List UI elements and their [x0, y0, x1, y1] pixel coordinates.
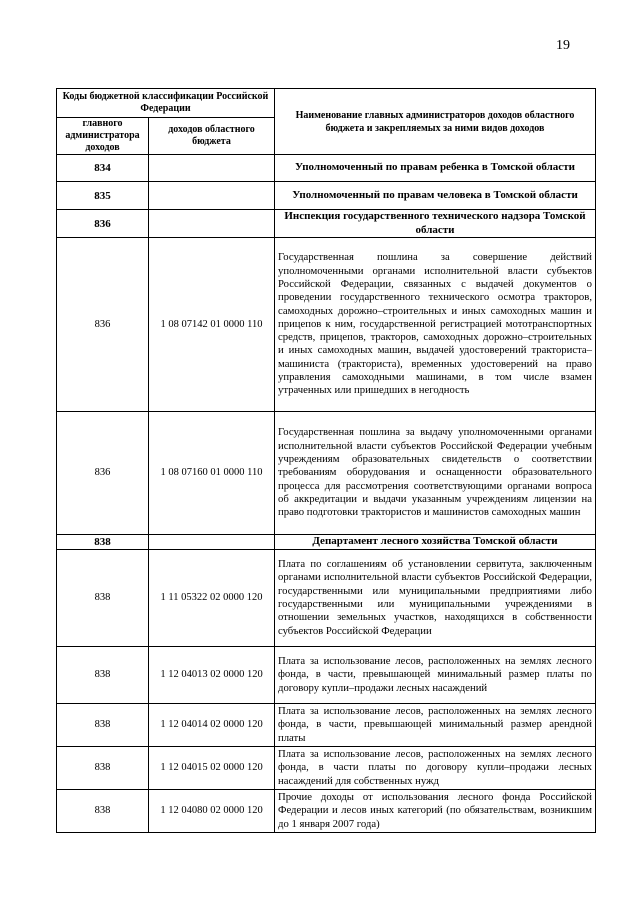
empty-cell	[149, 155, 275, 182]
table-row	[57, 535, 596, 550]
kbk-code-cell: 1 08 07142 01 0000 110	[149, 238, 275, 412]
income-description: Плата за использование лесов, расположенных на землях лесного фонда, в части платы по договору купли–продажи лесных насаждений для собственных нужд	[275, 747, 596, 790]
admin-code-cell: 836	[57, 412, 149, 535]
admin-name: Уполномоченный по правам человека в Томской области	[275, 182, 596, 210]
table-row	[57, 412, 596, 535]
kbk-code-cell: 1 12 04015 02 0000 120	[149, 747, 275, 790]
admin-name: Уполномоченный по правам ребенка в Томской области	[275, 155, 596, 182]
admin-name: Инспекция государственного технического надзора Томской области	[275, 210, 596, 238]
admin-code-cell: 838	[57, 747, 149, 790]
kbk-code-cell: 1 12 04014 02 0000 120	[149, 704, 275, 747]
header-income-column: доходов областного бюджета	[149, 118, 275, 155]
table-row	[57, 647, 596, 704]
empty-cell	[149, 210, 275, 238]
admin-name: Департамент лесного хозяйства Томской области	[275, 535, 596, 550]
admin-code-cell: 838	[57, 647, 149, 704]
table-row	[57, 790, 596, 833]
admin-code-cell: 838	[57, 550, 149, 647]
kbk-code-cell: 1 11 05322 02 0000 120	[149, 550, 275, 647]
table-row	[57, 747, 596, 790]
admin-code: 834	[57, 155, 149, 182]
page-number: 19	[556, 38, 570, 53]
header-codes-group: Коды бюджетной классификации Российской Федерации	[57, 89, 275, 118]
table-row	[57, 182, 596, 210]
budget-classification-table	[56, 88, 596, 833]
admin-code: 838	[57, 535, 149, 550]
table-row	[57, 550, 596, 647]
admin-code: 836	[57, 210, 149, 238]
header-admin-column: главного администратора доходов	[57, 118, 149, 155]
kbk-code-cell: 1 08 07160 01 0000 110	[149, 412, 275, 535]
table-row	[57, 238, 596, 412]
table-row	[57, 155, 596, 182]
income-description: Плата за использование лесов, расположенных на землях лесного фонда, в части, превышающей минимальный размер арендной платы	[275, 704, 596, 747]
table-row	[57, 704, 596, 747]
table-row	[57, 210, 596, 238]
income-description: Прочие доходы от использования лесного фонда Российской Федерации и лесов иных категорий (по обязательствам, возникшим до 1 января 2007 года)	[275, 790, 596, 833]
kbk-code-cell: 1 12 04013 02 0000 120	[149, 647, 275, 704]
income-description: Плата по соглашениям об установлении сервитута, заключенным органами исполнительной власти субъектов Российской Федерации, государственными или муниципальными предприятиями либо государственными или муниципальными учреждениями в отношении земельных участков, находящихся в собственности субъектов Российской Федерации	[275, 550, 596, 647]
admin-code: 835	[57, 182, 149, 210]
admin-code-cell: 838	[57, 790, 149, 833]
income-description: Государственная пошлина за совершение действий уполномоченными органами исполнительной власти субъектов Российской Федерации, связанных с выдачей документов о проведении государственного технического осмотра тракторов, самоходных дорожно–строительных и иных самоходных машин и прицепов к ним, государственной регистрацией мототранспортных средств, прицепов, тракторов, самоходных дорожно–строительных и иных самоходных машин, выдачей удостоверений тракториста–машиниста (тракториста), временных удостоверений на право управления самоходными машинами, в том числе взамен утраченных или пришедших в негодность	[275, 238, 596, 412]
admin-code-cell: 836	[57, 238, 149, 412]
empty-cell	[149, 182, 275, 210]
header-name-column: Наименование главных администраторов доходов областного бюджета и закрепляемых за ними видов доходов	[275, 89, 596, 155]
kbk-code-cell: 1 12 04080 02 0000 120	[149, 790, 275, 833]
income-description: Государственная пошлина за выдачу уполномоченными органами исполнительной власти субъектов Российской Федерации учебным учреждениям образовательных свидетельств о соответствии требованиям оборудования и оснащенности образовательного процесса для рассмотрения соответствующими органами вопроса об аккредитации и выдачи указанным учреждениям лицензии на право подготовки трактористов и машинистов самоходных машин	[275, 412, 596, 535]
empty-cell	[149, 535, 275, 550]
admin-code-cell: 838	[57, 704, 149, 747]
income-description: Плата за использование лесов, расположенных на землях лесного фонда, в части, превышающей минимальный размер платы по договору купли–продажи лесных насаждений	[275, 647, 596, 704]
